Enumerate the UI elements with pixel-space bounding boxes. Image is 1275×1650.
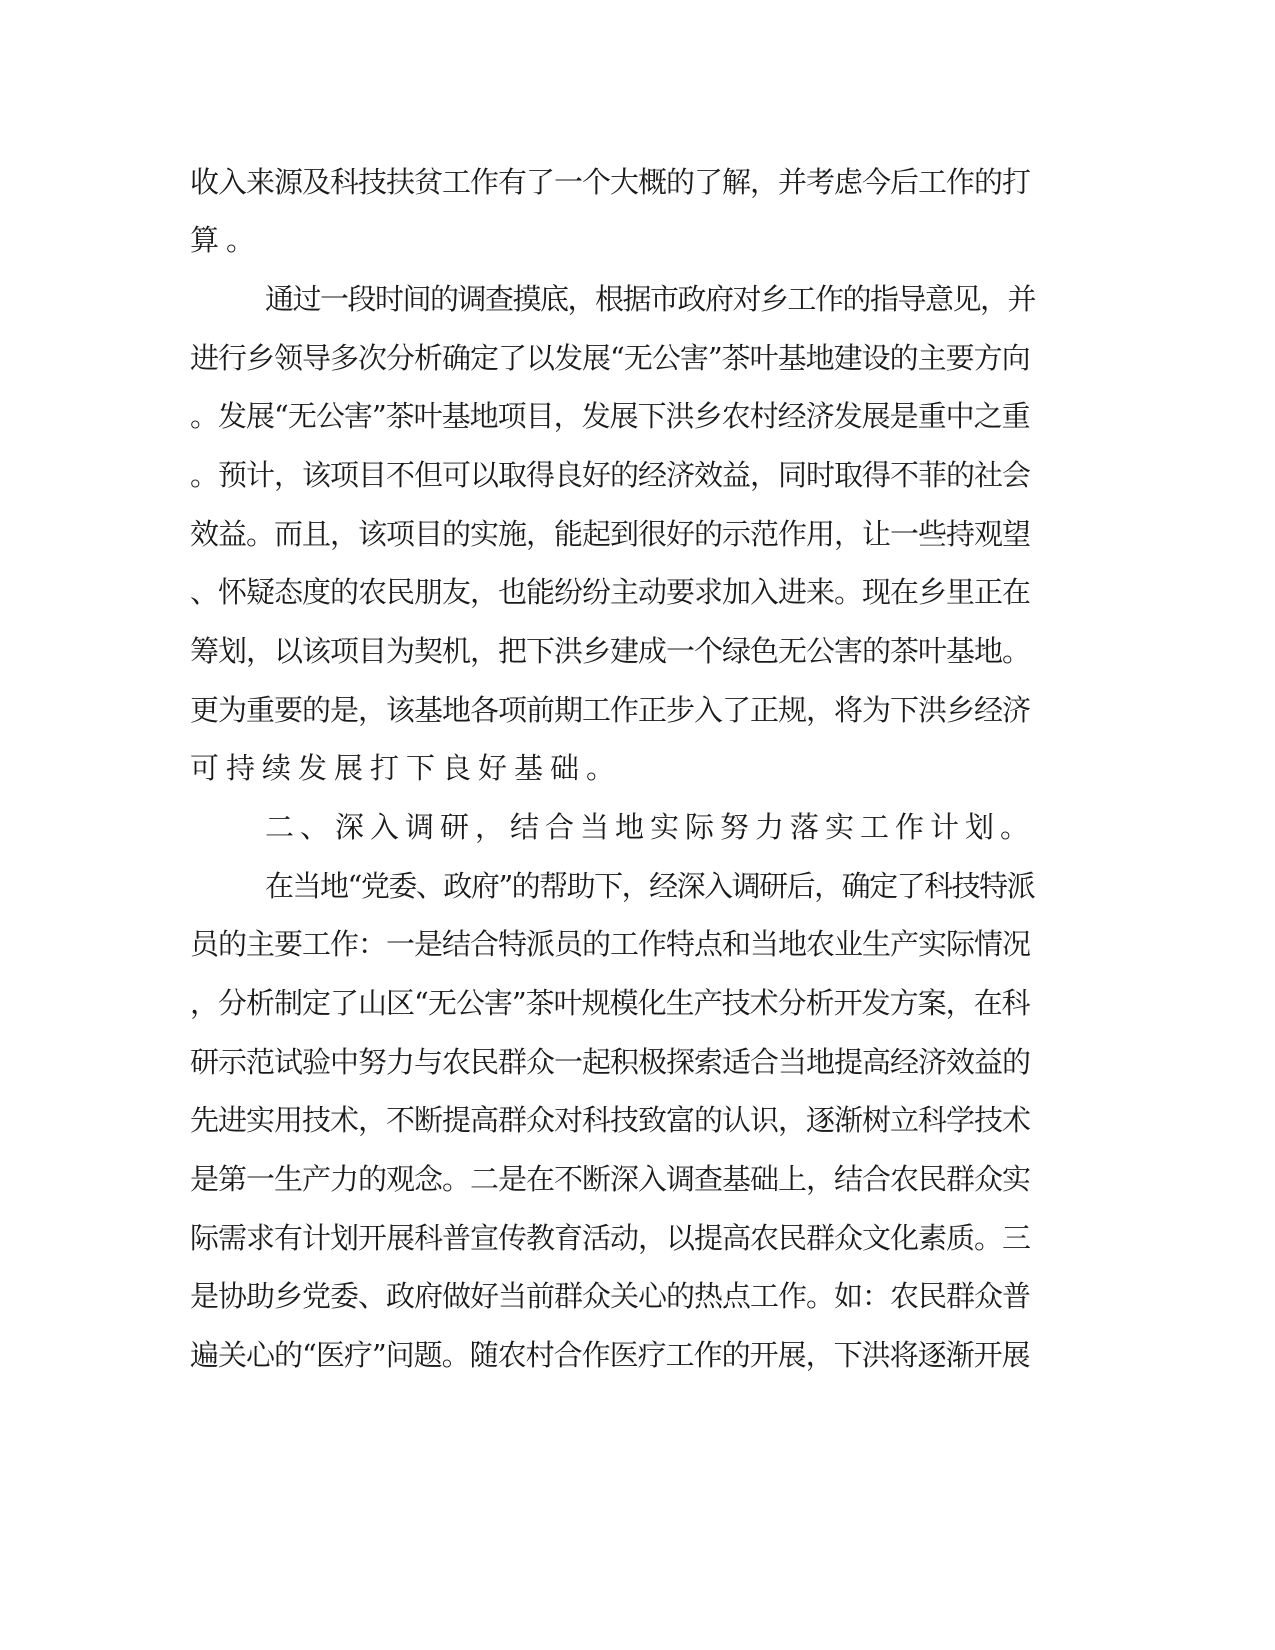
paragraph-line: 、怀疑态度的农民朋友，也能纷纷主动要求加入进来。现在乡里正在: [190, 575, 1031, 609]
paragraph-line: ，分析制定了山区“无公害”茶叶规模化生产技术分析开发方案，在科: [190, 986, 1030, 1020]
paragraph-line: 是第一生产力的观念。二是在不断深入调查基础上，结合农民群众实: [190, 1162, 1031, 1196]
paragraph-line: 。预计，该项目不但可以取得良好的经济效益，同时取得不菲的社会: [190, 458, 1031, 492]
paragraph-line: 算。: [190, 223, 263, 257]
paragraph-line: 可持续发展打下良好基础。: [190, 751, 623, 785]
paragraph-line: 员的主要工作：一是结合特派员的工作特点和当地农业生产实际情况: [190, 927, 1031, 961]
paragraph-line: 通过一段时间的调查摸底，根据市政府对乡工作的指导意见，并: [265, 282, 1036, 316]
paragraph-line: 先进实用技术，不断提高群众对科技致富的认识，逐渐树立科学技术: [190, 1103, 1031, 1137]
paragraph-line: 筹划，以该项目为契机，把下洪乡建成一个绿色无公害的茶叶基地。: [190, 634, 1031, 668]
paragraph-line: 研示范试验中努力与农民群众一起积极探索适合当地提高经济效益的: [190, 1045, 1031, 1079]
paragraph-line: 在当地“党委、政府”的帮助下，经深入调研后，确定了科技特派: [265, 869, 1035, 903]
paragraph-line: 进行乡领导多次分析确定了以发展“无公害”茶叶基地建设的主要方向: [190, 341, 1030, 375]
section-heading: 二、深入调研，结合当地实际努力落实工作计划。: [265, 810, 1036, 844]
paragraph-line: 是协助乡党委、政府做好当前群众关心的热点工作。如：农民群众普: [190, 1279, 1031, 1313]
paragraph-line: 效益。而且，该项目的实施，能起到很好的示范作用，让一些持观望: [190, 517, 1031, 551]
paragraph-line: 。发展“无公害”茶叶基地项目，发展下洪乡农村经济发展是重中之重: [190, 399, 1030, 433]
paragraph-line: 更为重要的是，该基地各项前期工作正步入了正规，将为下洪乡经济: [190, 693, 1031, 727]
paragraph-line: 收入来源及科技扶贫工作有了一个大概的了解，并考虑今后工作的打: [190, 165, 1031, 199]
paragraph-line: 际需求有计划开展科普宣传教育活动，以提高农民群众文化素质。三: [190, 1221, 1031, 1255]
paragraph-line: 遍关心的“医疗”问题。随农村合作医疗工作的开展，下洪将逐渐开展: [190, 1338, 1030, 1372]
